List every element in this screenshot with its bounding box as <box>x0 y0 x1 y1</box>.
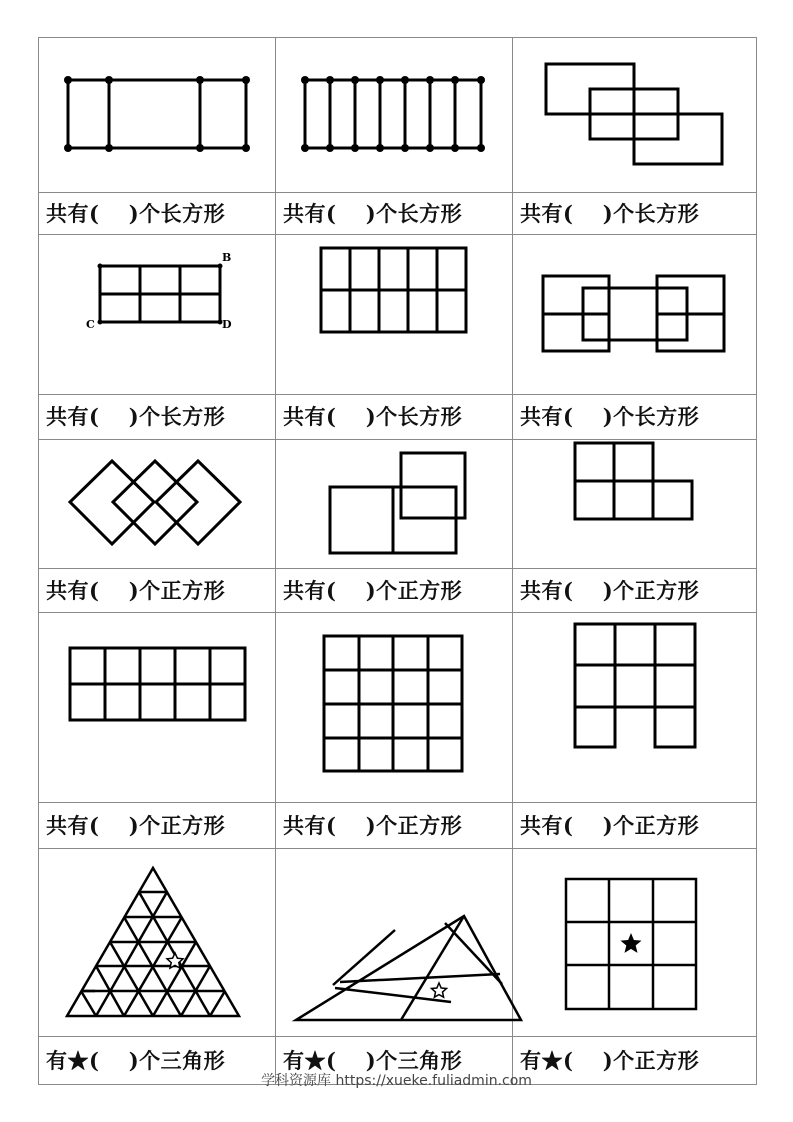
caption-square-count: 共有( )个正方形 <box>520 805 757 845</box>
label-c: C <box>86 318 95 331</box>
answer-blank[interactable] <box>336 401 365 431</box>
grid-line <box>38 802 757 803</box>
figure-composite-rects <box>512 234 756 394</box>
figure-square-grid-3x3-star <box>512 848 756 1036</box>
answer-blank[interactable] <box>573 575 602 605</box>
answer-blank[interactable] <box>99 401 128 431</box>
caption-star-square-count: 有★( )个正方形 <box>520 1040 757 1080</box>
figure-rect-grid-2x5 <box>275 234 512 394</box>
figure-three-diamonds <box>38 439 275 568</box>
caption-star-triangle-count: 有★( )个三角形 <box>46 1040 283 1080</box>
star-outline-icon <box>432 983 447 997</box>
figure-overlapping-squares <box>275 439 512 568</box>
figure-three-overlapping-rects <box>512 37 756 192</box>
figure-square-staircase <box>512 439 756 568</box>
caption-rect-count: 共有( )个长方形 <box>520 396 757 436</box>
caption-rect-count: 共有( )个长方形 <box>46 396 283 436</box>
figure-rect-grid-2x3-labeled <box>38 234 275 394</box>
caption-star-triangle-count: 有★( )个三角形 <box>283 1040 520 1080</box>
figure-triangle-grid <box>38 848 275 1036</box>
caption-rect-count: 共有( )个长方形 <box>283 396 520 436</box>
caption-square-count: 共有( )个正方形 <box>46 805 283 845</box>
figure-rect-7-segments <box>275 37 512 192</box>
caption-square-count: 共有( )个正方形 <box>520 570 757 610</box>
label-d: D <box>222 318 232 331</box>
figure-triangle-lines <box>275 848 512 1036</box>
answer-blank[interactable] <box>336 575 365 605</box>
star-filled-icon <box>621 933 642 953</box>
answer-blank[interactable] <box>573 810 602 840</box>
figure-square-arch <box>512 612 756 802</box>
caption-rect-count: 共有( )个长方形 <box>283 193 520 233</box>
caption-square-count: 共有( )个正方形 <box>283 805 520 845</box>
answer-blank[interactable] <box>99 810 128 840</box>
watermark: 学科资源库 https://xueke.fuliadmin.com <box>261 1073 532 1089</box>
worksheet-table <box>38 37 757 1085</box>
figure-square-grid-4x4 <box>275 612 512 802</box>
answer-blank[interactable] <box>573 401 602 431</box>
grid-line <box>38 394 757 395</box>
answer-blank[interactable] <box>336 810 365 840</box>
grid-line <box>38 568 757 569</box>
figure-square-grid-2x5 <box>38 612 275 802</box>
label-b: B <box>222 251 232 264</box>
caption-rect-count: 共有( )个长方形 <box>520 193 757 233</box>
figure-rect-4-segments <box>38 37 275 192</box>
caption-square-count: 共有( )个正方形 <box>283 570 520 610</box>
caption-square-count: 共有( )个正方形 <box>46 570 283 610</box>
grid-line <box>38 1036 757 1037</box>
answer-blank[interactable] <box>99 575 128 605</box>
answer-blank[interactable] <box>336 198 365 228</box>
answer-blank[interactable] <box>99 198 128 228</box>
caption-rect-count: 共有( )个长方形 <box>46 193 283 233</box>
answer-blank[interactable] <box>573 198 602 228</box>
